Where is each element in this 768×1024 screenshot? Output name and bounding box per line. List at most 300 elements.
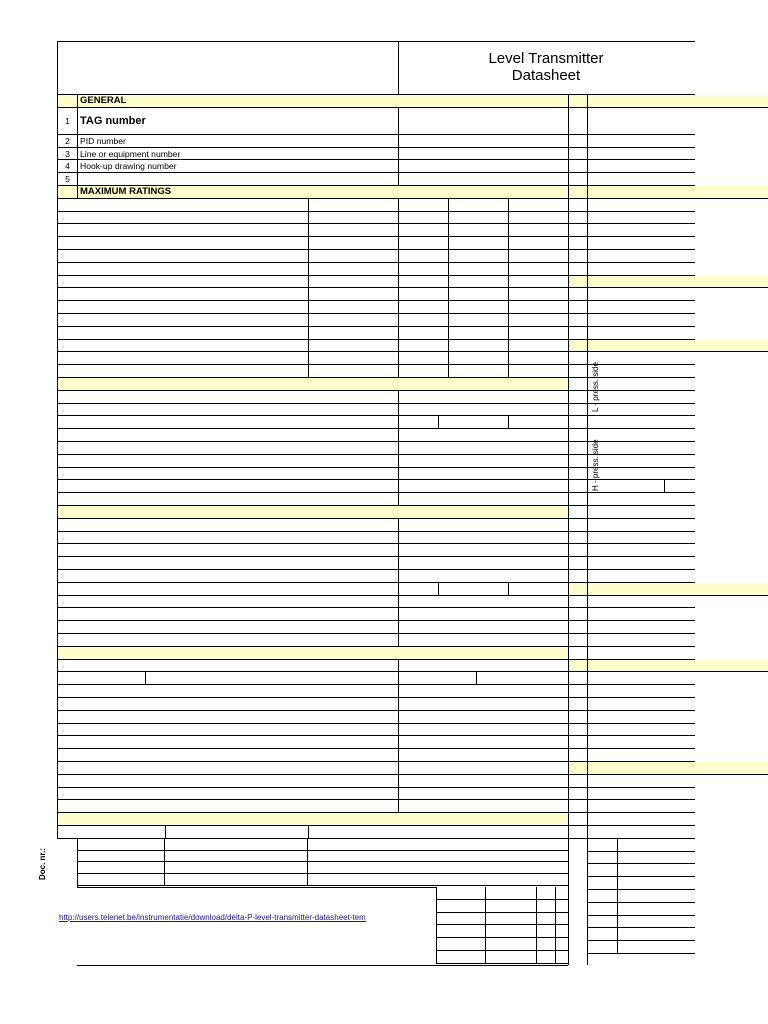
cell-divider [398,698,399,711]
row-number: 5 [58,173,78,186]
title-line-2: Datasheet [511,67,581,84]
cell-divider [617,839,618,852]
cell-divider [308,212,309,225]
cell-divider [448,301,449,314]
cell-divider [398,404,399,417]
row-number [568,301,588,314]
row-number [568,685,588,698]
row-number [568,250,588,263]
cell-divider [485,887,486,900]
row-number [568,391,588,404]
cell-divider [165,826,166,839]
cell-divider [398,762,399,775]
rating-row [57,352,568,365]
approval-row [587,916,695,929]
row-number: 3 [58,148,78,161]
cell-divider [398,634,399,647]
rating-row [57,301,568,314]
table-row [57,468,568,481]
table-row [57,160,568,173]
cell-divider [398,749,399,762]
cell-divider [398,544,399,557]
approval-row [587,864,695,877]
center-border [568,95,569,965]
row-number [568,442,588,455]
page-title [398,50,694,84]
cell-divider [398,173,399,186]
revision-row [77,839,568,851]
right-table-row [568,95,768,108]
rating-row [57,263,568,276]
cell-divider [308,352,309,365]
cell-divider [398,237,399,250]
cell-divider [508,263,509,276]
table-row [57,672,568,685]
row-number [568,480,588,493]
rating-row [57,250,568,263]
table-row [57,826,568,839]
row-number [568,800,588,813]
cell-divider [448,340,449,353]
cell-divider [448,250,449,263]
doc-number-label: Doc. nr.: [38,847,47,880]
ratings-header-row [57,199,568,212]
row-number [568,365,588,378]
rating-row [57,276,568,289]
cell-divider [398,596,399,609]
row-number [568,352,588,365]
cell-divider [508,352,509,365]
cell-divider [508,301,509,314]
row-number [568,186,588,199]
cell-divider [508,276,509,289]
cell-divider [555,900,556,913]
cell-divider [398,199,399,212]
table-row [57,724,568,737]
row-number [568,173,588,186]
table-row [57,634,568,647]
row-number [568,263,588,276]
cell-divider [436,925,437,938]
left-footer-border [77,838,78,887]
cell-divider [398,340,399,353]
cell-divider [536,938,537,951]
row-number [568,468,588,481]
cell-divider [164,862,165,874]
cell-divider [448,365,449,378]
cell-divider [398,570,399,583]
row-number [568,544,588,557]
table-row [57,493,568,506]
table-row [57,532,568,545]
cell-divider [398,583,399,596]
h-press-side-label: H - press. side [591,439,600,491]
row-number [568,519,588,532]
row-number [568,327,588,340]
row-number [568,672,588,685]
table-row [57,570,568,583]
row-label: TAG number [80,114,146,127]
cell-divider [398,724,399,737]
table-row [57,800,568,813]
rating-row [57,340,568,353]
rating-row [57,288,568,301]
row-number [568,749,588,762]
cell-divider [448,327,449,340]
row-number: 1 [58,108,78,135]
cell-divider [508,250,509,263]
cell-divider [398,711,399,724]
cell-divider [398,736,399,749]
rev-row [436,951,568,964]
cell-divider [398,327,399,340]
row-number [568,288,588,301]
cell-divider [398,108,399,135]
row-number [568,583,588,596]
cell-divider [508,212,509,225]
cell-divider [398,352,399,365]
table-row [57,442,568,455]
rating-row [57,237,568,250]
revision-row [77,851,568,863]
table-row [57,135,568,148]
table-row [57,108,568,135]
rev-row [436,938,568,951]
cell-divider [448,263,449,276]
cell-divider [438,416,439,429]
cell-divider [307,862,308,874]
row-number [568,621,588,634]
cell-divider [508,314,509,327]
cell-divider [307,874,308,886]
table-row [57,749,568,762]
row-number [568,736,588,749]
row-number [568,762,588,775]
row-number [568,224,588,237]
source-link[interactable]: http://users.telenet.be/instrumentatie/download/delta-P-level-transmitter-datasheet-tem [59,913,366,922]
cell-divider [617,928,618,941]
row-number [58,95,78,108]
table-row [57,544,568,557]
cell-divider [307,839,308,851]
cell-divider [508,340,509,353]
row-number [568,404,588,417]
right-table-row [568,276,768,289]
approval-row [587,903,695,916]
cell-divider [398,775,399,788]
cell-divider [398,288,399,301]
table-row [57,647,568,660]
cell-divider [398,493,399,506]
rating-row [57,224,568,237]
row-number [568,775,588,788]
table-row [57,519,568,532]
cell-divider [508,237,509,250]
cell-divider [398,468,399,481]
cell-divider [308,237,309,250]
cell-divider [438,583,439,596]
cell-divider [398,160,399,173]
cell-divider [436,951,437,964]
table-row [57,813,568,826]
cell-divider [398,660,399,673]
cell-divider [536,900,537,913]
table-row [57,391,568,404]
rev-row [436,925,568,938]
row-number [568,557,588,570]
l-press-side-label: L - press. side [591,362,600,412]
table-row [57,711,568,724]
right-table-row [568,186,768,199]
cell-divider [398,301,399,314]
cell-divider [448,199,449,212]
approval-row [587,941,695,954]
cell-divider [436,887,437,900]
cell-divider [508,365,509,378]
row-number [568,788,588,801]
right-table-row [568,660,768,673]
cell-divider [508,224,509,237]
cell-divider [398,391,399,404]
cell-divider [508,288,509,301]
cell-divider [398,800,399,813]
cell-divider [398,416,399,429]
table-row [57,429,568,442]
bottom-rule [77,965,568,966]
cell-divider [398,519,399,532]
row-number [568,711,588,724]
row-number [568,506,588,519]
cell-divider [398,442,399,455]
table-row [57,736,568,749]
cell-divider [617,852,618,865]
row-number [568,416,588,429]
row-label: GENERAL [80,95,127,106]
row-label: Hook-up drawing number [80,161,177,172]
revision-row [77,862,568,874]
row-number [568,493,588,506]
table-row [57,660,568,673]
row-number [568,698,588,711]
cell-divider [398,212,399,225]
cell-divider [398,224,399,237]
cell-divider [398,532,399,545]
rating-row [57,365,568,378]
cell-divider [448,276,449,289]
table-row [57,95,568,108]
cell-divider [508,327,509,340]
table-row [57,762,568,775]
row-number: 4 [58,160,78,173]
approval-row [587,877,695,890]
row-number [568,608,588,621]
row-number [58,186,78,199]
cell-divider [555,913,556,926]
cell-divider [448,288,449,301]
cell-divider [508,199,509,212]
row-number [568,429,588,442]
row-number [568,199,588,212]
cell-divider [164,851,165,863]
cell-divider [164,839,165,851]
row-number [568,160,588,173]
cell-divider [508,583,509,596]
revision-row [77,874,568,886]
row-number [568,724,588,737]
table-row [57,378,568,391]
table-row [57,173,568,186]
row-number [568,340,588,353]
approval-row [587,852,695,865]
cell-divider [398,148,399,161]
cell-divider [308,263,309,276]
cell-divider [536,925,537,938]
cell-divider [398,557,399,570]
cell-divider [485,913,486,926]
table-row [57,583,568,596]
cell-divider [398,314,399,327]
table-row [57,596,568,609]
cell-divider [308,314,309,327]
approval-row [587,890,695,903]
table-row [57,685,568,698]
cell-divider [555,938,556,951]
cell-divider [555,925,556,938]
cell-divider [485,951,486,964]
row-label: MAXIMUM RATINGS [80,186,172,197]
row-number [568,95,588,108]
row-number [568,660,588,673]
cell-divider [485,938,486,951]
cell-divider [308,826,309,839]
table-row [57,404,568,417]
cell-divider [485,900,486,913]
cell-divider [664,480,665,493]
rev-header-row [436,887,568,900]
cell-divider [307,851,308,863]
rating-row [57,212,568,225]
right-number-border [587,95,588,965]
rating-row [57,314,568,327]
rev-row [436,913,568,926]
cell-divider [308,250,309,263]
table-row [57,557,568,570]
cell-divider [448,352,449,365]
table-row [57,608,568,621]
cell-divider [536,887,537,900]
cell-divider [536,913,537,926]
table-row [57,698,568,711]
cell-divider [145,672,146,685]
cell-divider [398,429,399,442]
cell-divider [448,237,449,250]
approval-row [587,928,695,941]
cell-divider [555,887,556,900]
row-number [568,596,588,609]
table-row [57,148,568,161]
cell-divider [476,672,477,685]
cell-divider [308,288,309,301]
cell-divider [308,224,309,237]
right-table-row [568,762,768,775]
row-number [568,570,588,583]
row-number [568,212,588,225]
row-number [568,378,588,391]
right-table-row [568,583,768,596]
cell-divider [617,941,618,954]
cell-divider [398,365,399,378]
row-number [568,455,588,468]
table-row [57,788,568,801]
table-row [57,775,568,788]
cell-divider [536,951,537,964]
cell-divider [617,877,618,890]
row-label: Line or equipment number [80,148,181,159]
cell-divider [448,314,449,327]
cell-divider [448,224,449,237]
table-row [57,506,568,519]
row-number: 2 [58,135,78,148]
cell-divider [398,621,399,634]
cell-divider [398,788,399,801]
rev-row [436,900,568,913]
footer-top-rule [77,887,436,888]
row-number [568,276,588,289]
cell-divider [398,672,399,685]
approval-header-row [587,839,695,852]
cell-divider [617,864,618,877]
cell-divider [308,276,309,289]
cell-divider [308,365,309,378]
cell-divider [436,938,437,951]
cell-divider [398,250,399,263]
row-number [568,826,588,839]
cell-divider [308,301,309,314]
cell-divider [398,685,399,698]
table-row [57,480,568,493]
cell-divider [485,925,486,938]
row-number [568,237,588,250]
row-number [568,148,588,161]
cell-divider [617,916,618,929]
row-label: PID number [80,135,126,146]
row-number [568,135,588,148]
cell-divider [508,416,509,429]
row-number [568,532,588,545]
table-row [57,621,568,634]
row-number [568,813,588,826]
cell-divider [398,276,399,289]
title-line-1: Level Transmitter [488,50,604,67]
cell-divider [398,480,399,493]
cell-divider [617,903,618,916]
rating-row [57,327,568,340]
cell-divider [398,455,399,468]
cell-divider [308,340,309,353]
table-row [57,455,568,468]
cell-divider [308,327,309,340]
cell-divider [398,608,399,621]
row-number [568,647,588,660]
cell-divider [398,135,399,148]
cell-divider [555,951,556,964]
cell-divider [448,212,449,225]
table-row [57,186,568,199]
cell-divider [617,890,618,903]
row-number [568,108,588,135]
cell-divider [164,874,165,886]
row-number [568,314,588,327]
